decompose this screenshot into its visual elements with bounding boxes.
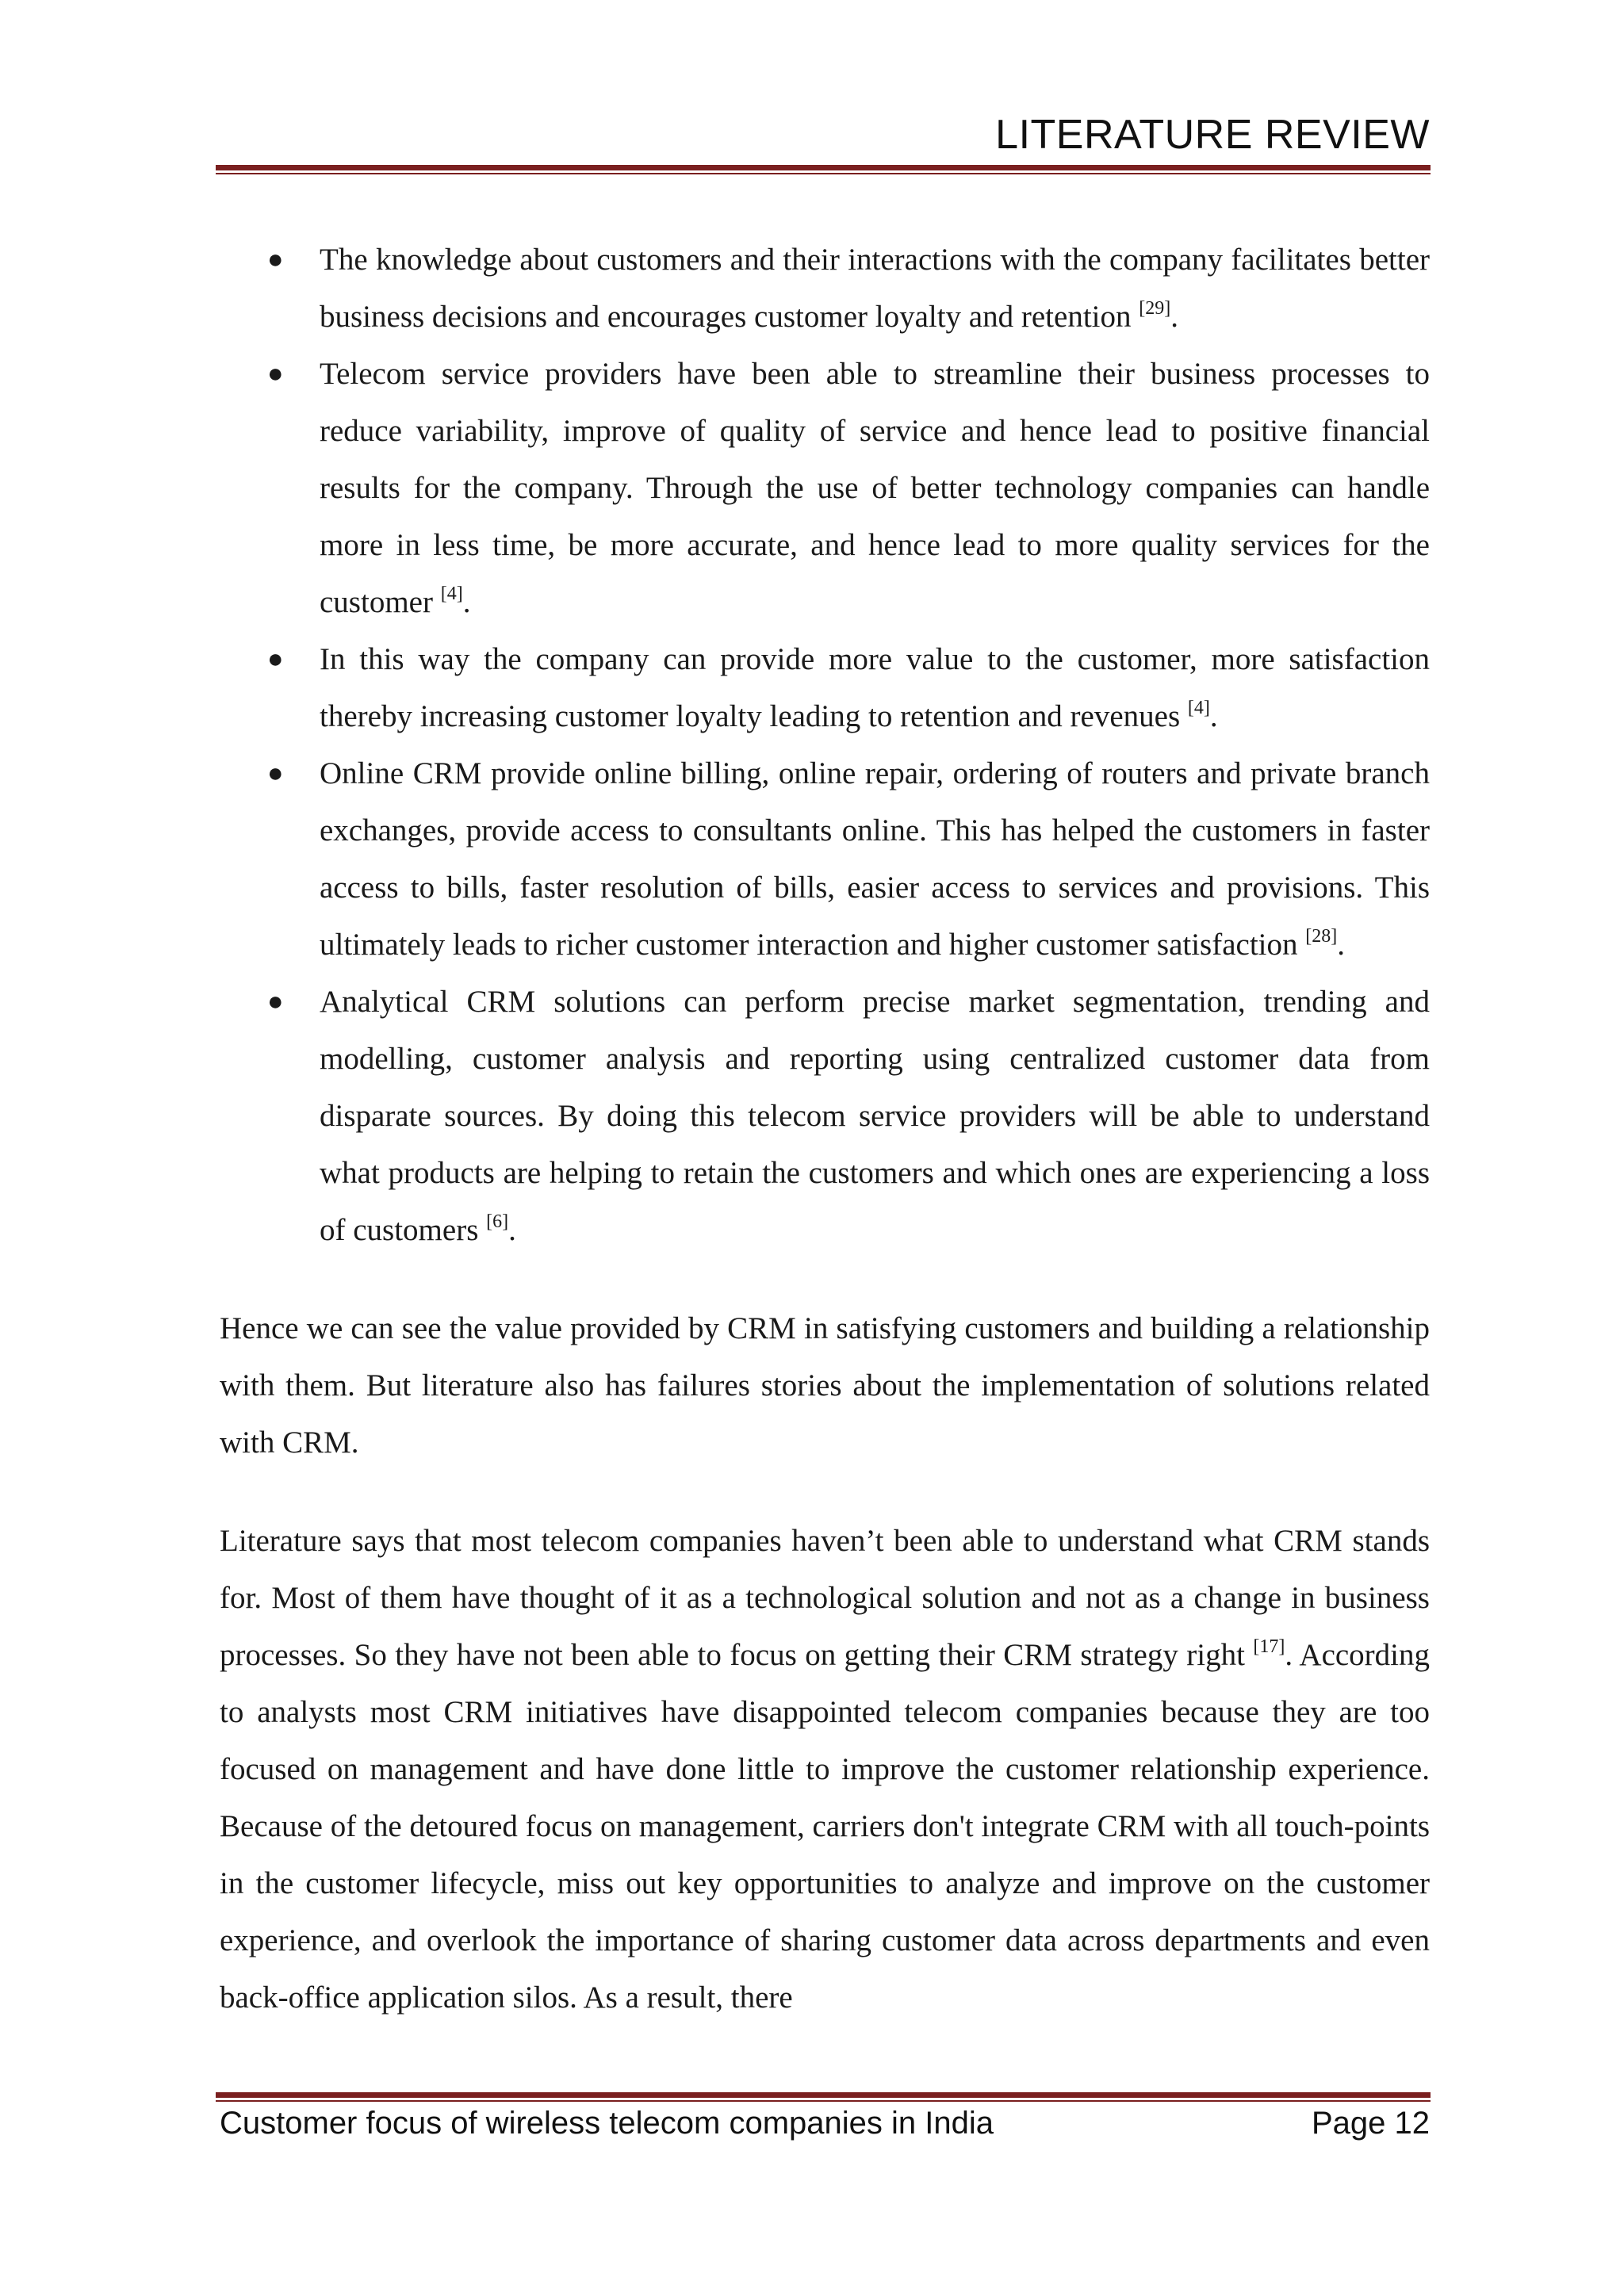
citation-ref: [6]: [486, 1211, 509, 1232]
paragraph-literature: [220, 1513, 1430, 2026]
bullet-dot-icon: ●: [267, 645, 284, 674]
paragraph-hence: [220, 1300, 1430, 1471]
bullet-text: The knowledge about customers and their interactions with the company facilitates better business decisions and encourages customer loyalty and retention: [320, 243, 1430, 334]
header-rule-thick: [216, 165, 1431, 170]
bullet-item: [220, 232, 1430, 346]
footer-rule-thin: [216, 2100, 1431, 2102]
bullet-text: In this way the company can provide more value to the customer, more satisfaction thereby increasing customer loyalty leading to retention and revenues: [320, 642, 1430, 733]
footer-rule-thick: [216, 2092, 1431, 2098]
bullet-text: Online CRM provide online billing, online repair, ordering of routers and private branch exchanges, provide access to consultants online. This has helped the customers in faster access to bills, faster resolution of bills, easier access to services and provisions. This ultimately leads to richer customer interaction and higher customer satisfaction: [320, 756, 1430, 962]
bullet-end: .: [462, 585, 471, 619]
citation-ref: [28]: [1305, 926, 1338, 947]
bullet-dot-icon: ●: [267, 359, 284, 388]
spacer: [220, 1259, 1430, 1300]
bullet-end: .: [508, 1213, 516, 1247]
header-rule: [216, 165, 1431, 174]
bullet-end: .: [1170, 300, 1178, 334]
citation-ref: [17]: [1253, 1636, 1285, 1657]
bullet-text: Analytical CRM solutions can perform precise market segmentation, trending and modelling, customer analysis and reporting using centralized customer data from disparate sources. By doing this telecom service providers will be able to understand what products are helping to retain the customers and which ones are experiencing a loss of customers: [320, 985, 1430, 1247]
bullet-item: [220, 974, 1430, 1259]
bullet-list: [220, 232, 1430, 1259]
paragraph-text: Literature says that most telecom companies haven’t been able to understand what CRM stands for. Most of them have thought of it as a technological solution and not as a change in business processes. So they have not been able to focus on getting their CRM strategy right: [220, 1524, 1430, 1672]
bullet-end: .: [1209, 699, 1218, 733]
paragraph-text-continued: . According to analysts most CRM initiatives have disappointed telecom companies because they are too focused on management and have done little to improve the customer relationship experience. Because of the detoured focus on management, carriers don't integrate CRM with all touch-points in the customer lifecycle, miss out key opportunities to analyze and improve on the customer experience, and overlook the importance of sharing customer data across departments and even back-office application silos. As a result, there: [220, 1638, 1431, 2015]
footer-document-title: Customer focus of wireless telecom companies in India: [220, 2106, 994, 2141]
bullet-dot-icon: ●: [267, 245, 284, 274]
footer-page-number: Page 12: [1311, 2106, 1430, 2141]
citation-ref: [4]: [1187, 698, 1210, 718]
paragraph-text: Hence we can see the value provided by CRM in satisfying customers and building a relationship with them. But literature also has failures stories about the implementation of solutions related with CRM.: [220, 1311, 1430, 1460]
bullet-dot-icon: ●: [267, 759, 284, 788]
page-footer: [220, 2106, 1430, 2141]
bullet-item: [220, 346, 1430, 631]
bullet-dot-icon: ●: [267, 987, 284, 1016]
bullet-item: [220, 631, 1430, 745]
spacer: [220, 1471, 1430, 1513]
bullet-end: .: [1337, 928, 1345, 962]
header-rule-thin: [216, 173, 1431, 174]
page-header-title: LITERATURE REVIEW: [995, 112, 1430, 158]
body-content: [220, 232, 1430, 2026]
footer-rule: [216, 2092, 1431, 2102]
citation-ref: [29]: [1139, 298, 1171, 319]
bullet-text: Telecom service providers have been able to streamline their business processes to reduce variability, improve of quality of service and hence lead to positive financial results for the company. Through the use of better technology companies can handle more in less time, be more accurate, and hence lead to more quality services for the customer: [320, 357, 1430, 619]
citation-ref: [4]: [440, 584, 463, 604]
bullet-item: [220, 745, 1430, 974]
